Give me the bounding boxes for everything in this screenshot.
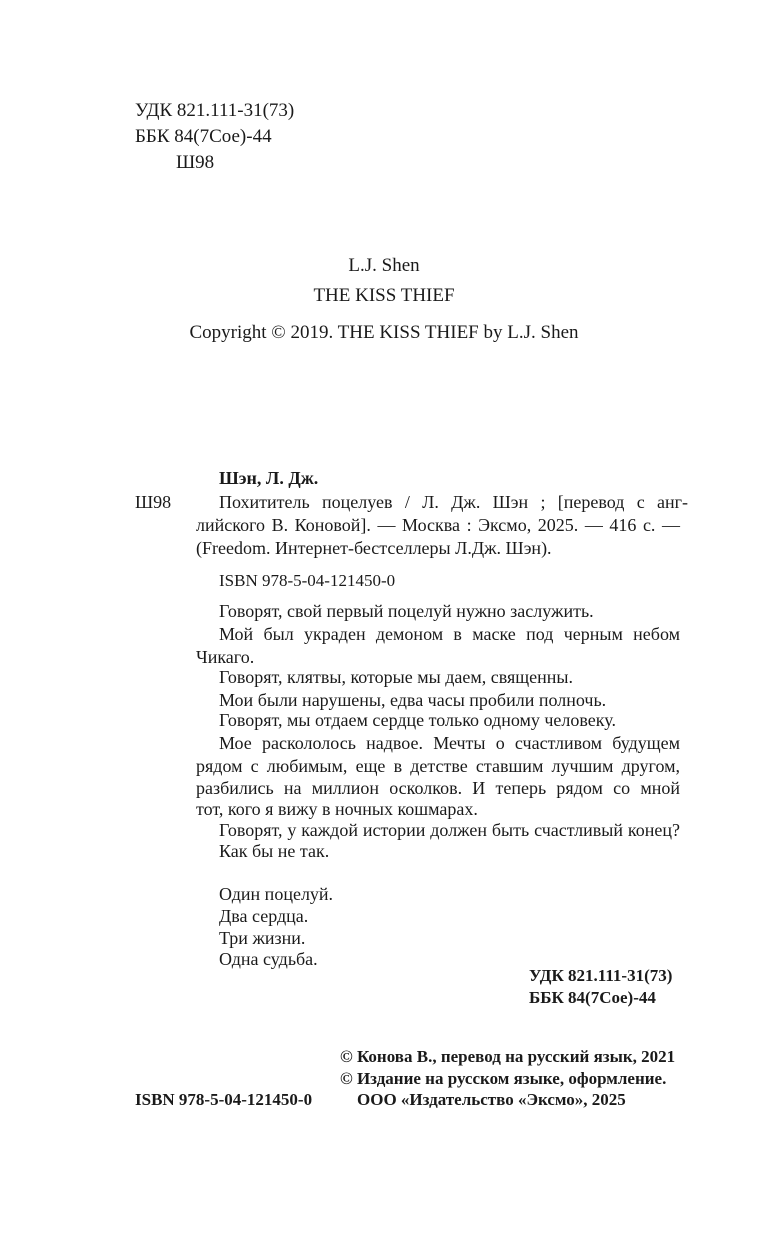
annotation-line: тот, кого я вижу в ночных кошмарах.	[196, 799, 478, 819]
card-bbk: ББК 84(7Сое)-44	[529, 988, 656, 1007]
tagline-line: Один поцелуй.	[219, 884, 334, 904]
tagline-line: Три жизни.	[219, 928, 306, 948]
annotation-line: Говорят, у каждой истории должен быть счастливый конец?	[219, 820, 680, 840]
annotation-line: разбились на миллион осколков. И теперь рядом со мной	[196, 778, 680, 798]
annotation-line: Как бы не так.	[219, 841, 330, 861]
annotation-line: Мой был украден демоном в маске под черным небом	[219, 624, 680, 644]
tagline-line: Два сердца.	[219, 906, 309, 926]
top-bbk: ББК 84(7Сое)-44	[135, 126, 272, 147]
original-title: THE KISS THIEF	[313, 285, 455, 306]
original-copyright: Copyright © 2019. THE KISS THIEF by L.J. Shen	[189, 322, 579, 343]
copyright-publisher: ООО «Издательство «Эксмо», 2025	[357, 1090, 626, 1109]
annotation-line: Мое раскололось надвое. Мечты о счастливом будущем	[219, 733, 680, 753]
annotation-line: Говорят, клятвы, которые мы даем, священны.	[219, 667, 574, 687]
annotation-line: рядом с любимым, еще в детстве ставшим лучшим другом,	[196, 756, 680, 776]
annotation-line: Мои были нарушены, едва часы пробили полночь.	[219, 690, 607, 710]
copyright-edition: © Издание на русском языке, оформление.	[340, 1069, 667, 1088]
top-author-mark: Ш98	[176, 152, 215, 173]
description-line: Похититель поцелуев / Л. Дж. Шэн ; [перевод с анг-	[219, 492, 688, 512]
card-isbn: ISBN 978-5-04-121450-0	[219, 571, 396, 590]
annotation-line: Говорят, свой первый поцелуй нужно заслужить.	[219, 601, 594, 621]
bottom-isbn: ISBN 978-5-04-121450-0	[135, 1090, 313, 1109]
card-heading: Шэн, Л. Дж.	[219, 468, 319, 488]
card-udk: УДК 821.111-31(73)	[529, 966, 673, 985]
original-author: L.J. Shen	[348, 255, 420, 276]
copyright-translation: © Конова В., перевод на русский язык, 2021	[340, 1047, 676, 1066]
tagline-line: Одна судьба.	[219, 949, 318, 969]
top-udk: УДК 821.111-31(73)	[135, 100, 295, 121]
annotation-line: Говорят, мы отдаем сердце только одному человеку.	[219, 710, 616, 730]
description-line: лийского В. Коновой]. — Москва : Эксмо, 2025. — 416 с. —	[196, 515, 680, 535]
card-author-mark: Ш98	[135, 492, 172, 512]
annotation-line: Чикаго.	[196, 647, 255, 667]
description-line: (Freedom. Интернет-бестселлеры Л.Дж. Шэн).	[196, 538, 552, 558]
